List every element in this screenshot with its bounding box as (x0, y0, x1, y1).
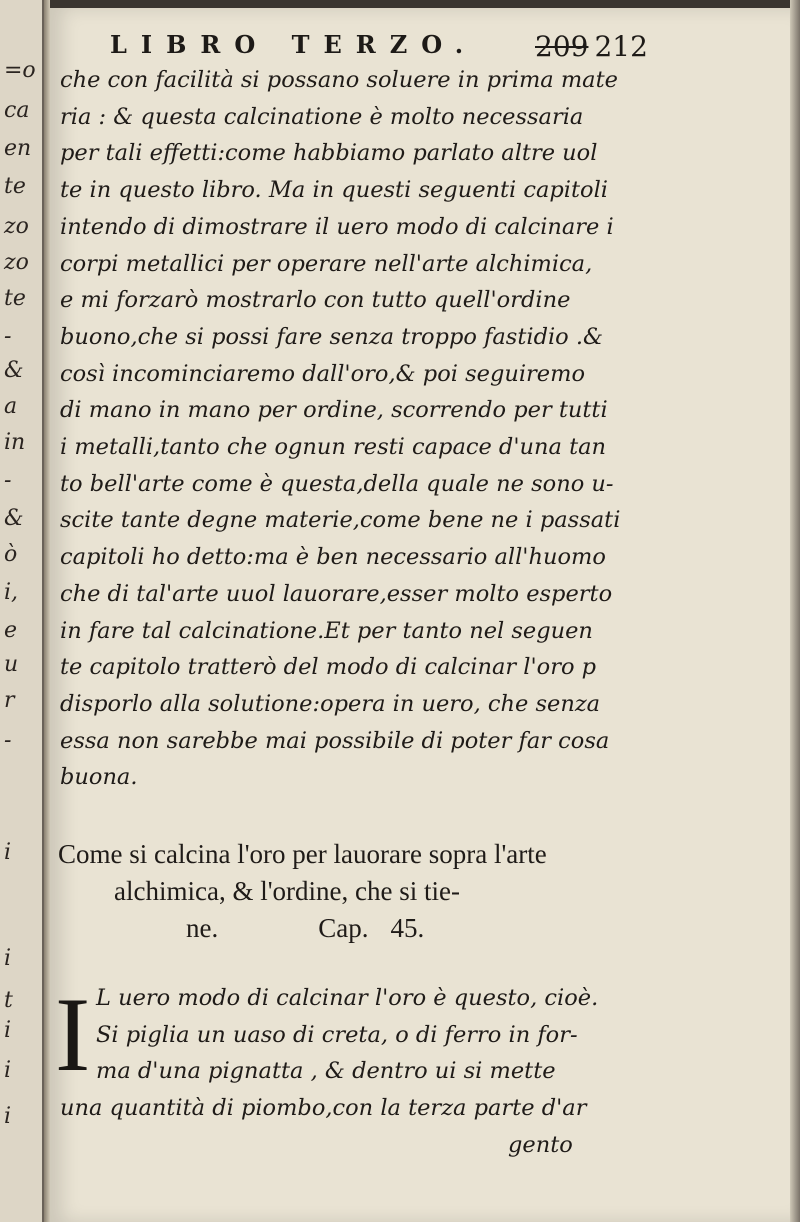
text-line: di mano in mano per ordine, scorrendo per tutti (60, 397, 608, 424)
text-line: te capitolo tratterò del modo di calcinar l'oro p (60, 654, 597, 681)
facing-page-fragment: i (4, 1104, 12, 1129)
facing-page-fragment: & (4, 506, 24, 531)
heading-line: Come si calcina l'oro per lauorare sopra l'arte (58, 839, 547, 869)
struck-folio: 209 (535, 30, 589, 63)
facing-page-fragment: te (4, 286, 26, 311)
facing-page-fragment: in (4, 430, 26, 455)
running-header: LIBRO TERZO. (110, 30, 478, 59)
text-line: e mi forzarò mostrarlo con tutto quell'ordine (60, 287, 571, 314)
facing-page-fragment: ca (4, 98, 30, 123)
text-line: così incominciaremo dall'oro,& poi seguiremo (60, 360, 585, 387)
facing-page-fragment: i, (4, 580, 19, 605)
text-line: ma d'una pignatta , & dentro ui si mette (96, 1058, 556, 1085)
text-line: una quantità di piombo,con la terza parte d'ar (60, 1095, 587, 1122)
text-line: i metalli,tanto che ognun resti capace d'una tan (60, 434, 607, 461)
text-line: che di tal'arte uuol lauorare,esser molto esperto (60, 580, 613, 607)
chapter-label: Cap. (318, 913, 369, 943)
facing-page-fragment: i (4, 1018, 12, 1043)
text-line: che con facilità si possano soluere in prima mate (60, 67, 618, 93)
folio-number (535, 30, 685, 63)
facing-page-fragment: - (4, 728, 12, 753)
facing-page-fragment: & (4, 358, 24, 383)
text-line: buona. (60, 764, 138, 791)
text-line: scite tante degne materie,come bene ne i passati (60, 507, 621, 534)
facing-page-fragment: u (4, 652, 19, 677)
chapter-number: 45. (390, 913, 425, 943)
catchword: gento (508, 1131, 573, 1158)
text-line: ria : & questa calcinatione è molto necessaria (60, 103, 584, 130)
facing-page-edge (0, 0, 44, 1222)
facing-page-fragment: a (4, 394, 18, 419)
facing-page-fragment: t (4, 988, 13, 1013)
text-line: intendo di dimostrare il uero modo di calcinare i (60, 213, 614, 240)
chapter-paragraph (60, 980, 630, 1164)
heading-line: alchimica, & l'ordine, che si tie- (114, 876, 460, 906)
text-line: L uero modo di calcinar l'oro è questo, cioè. (96, 985, 599, 1011)
text-line: to bell'arte come è questa,della quale ne sono u- (60, 470, 614, 497)
facing-page-fragment: - (4, 468, 12, 493)
text-line: Si piglia un uaso di creta, o di ferro in for- (96, 1021, 578, 1048)
text-line: te in questo libro. Ma in questi seguenti capitoli (60, 177, 608, 204)
current-folio: 212 (594, 30, 648, 63)
body-paragraph (60, 62, 630, 796)
facing-page-fragment: en (4, 136, 32, 161)
facing-page-fragment: r (4, 688, 15, 713)
text-line: per tali effetti:come habbiamo parlato altre uol (60, 140, 598, 167)
text-line: disporlo alla solutione:opera in uero, che senza (60, 690, 601, 717)
facing-page-fragment: te (4, 174, 26, 199)
facing-page-fragment: zo (4, 250, 29, 275)
page-edge-shadow (790, 0, 800, 1222)
text-line: corpi metallici per operare nell'arte alchimica, (60, 250, 593, 277)
facing-page-fragment: =o (4, 58, 36, 83)
chapter-heading (58, 836, 648, 947)
heading-line-final (58, 910, 648, 947)
facing-page-fragment: ò (4, 542, 18, 567)
text-line: capitoli ho detto:ma è ben necessario all'huomo (60, 544, 606, 571)
text-line: essa non sarebbe mai possibile di poter far cosa (60, 727, 610, 754)
heading-line-end: ne. (186, 913, 219, 943)
facing-page-fragment: - (4, 324, 12, 349)
facing-page-fragment: i (4, 946, 12, 971)
drop-cap-initial: I (55, 976, 91, 1093)
text-line: in fare tal calcinatione.Et per tanto nel seguen (60, 617, 593, 644)
text-line: buono,che si possi fare senza troppo fastidio .& (60, 323, 604, 350)
facing-page-fragment: e (4, 618, 18, 643)
facing-page-fragment: i (4, 1058, 12, 1083)
facing-page-fragment: zo (4, 214, 29, 239)
facing-page-fragment: i (4, 840, 12, 865)
